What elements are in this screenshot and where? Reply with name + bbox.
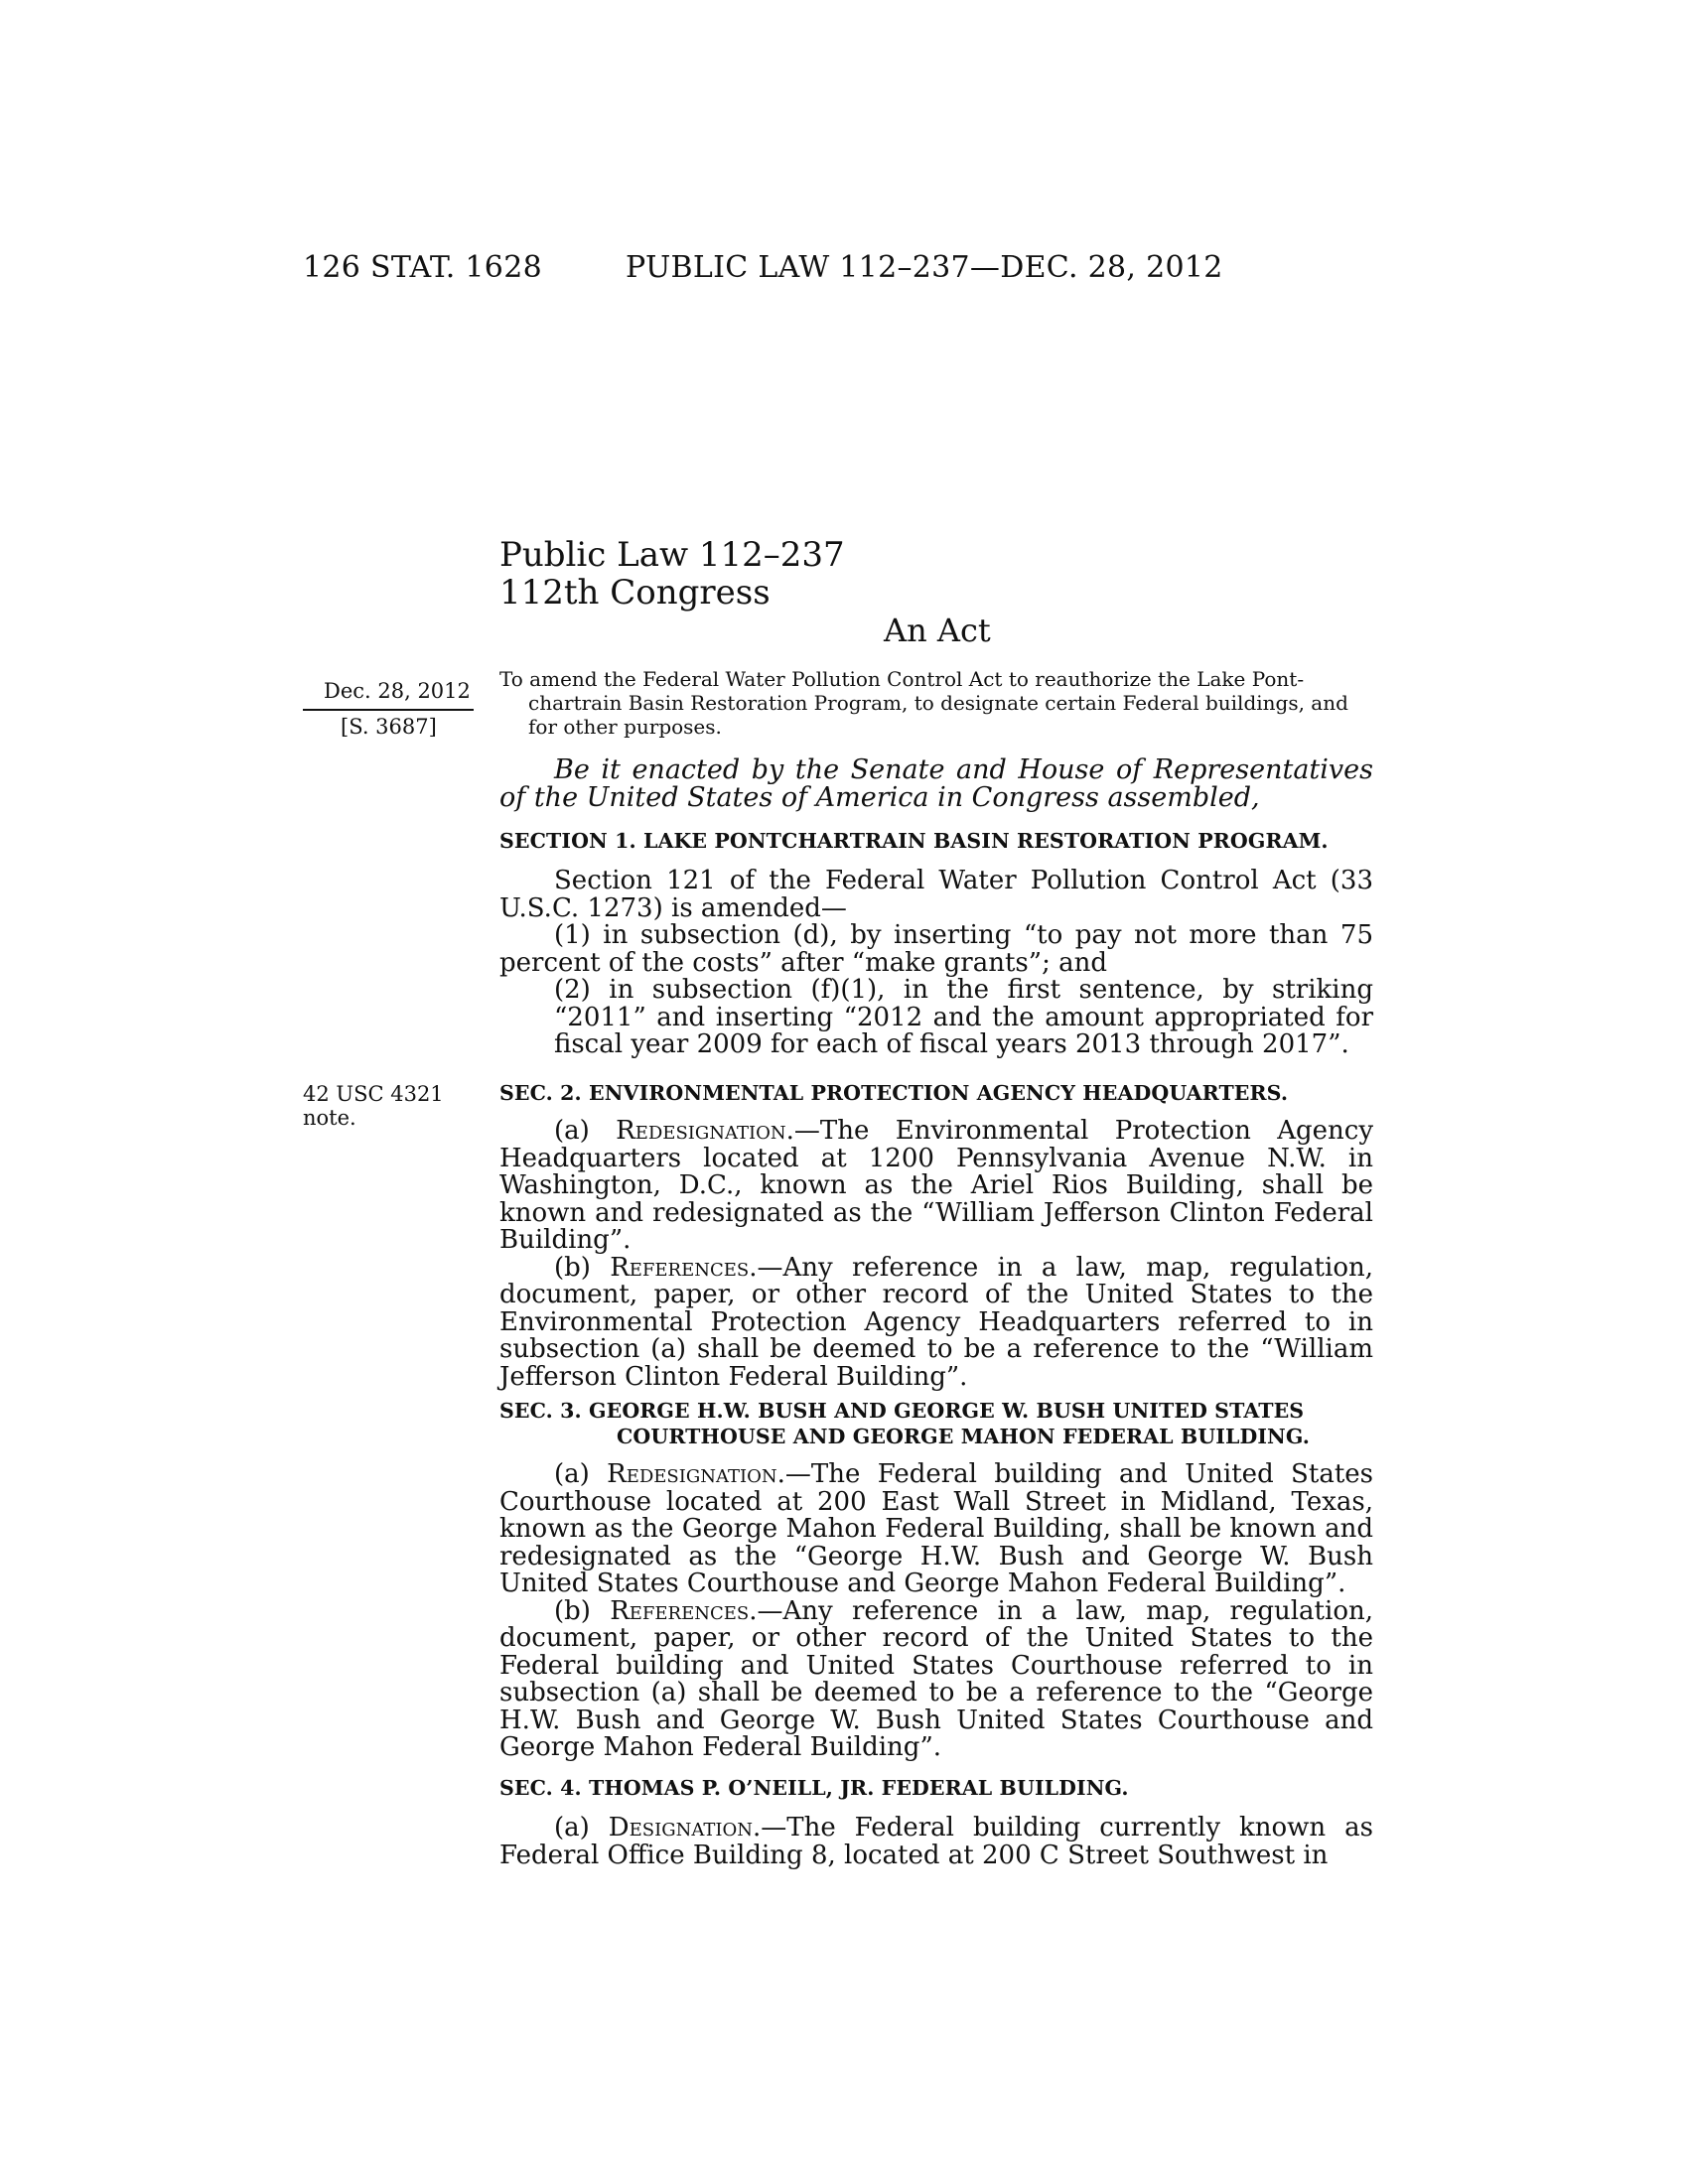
- section-4-heading: SEC. 4. THOMAS P. O’NEILL, JR. FEDERAL BUILDING.: [499, 1776, 1129, 1800]
- enacting-clause: Be it enacted by the Senate and House of Representatives of the United States of America in Congress assembled,: [499, 754, 1373, 813]
- long-title-line: chartrain Basin Restoration Program, to designate certain Federal buildings, and: [528, 691, 1348, 715]
- margin-usc-citation: 42 USC 4321: [303, 1082, 444, 1106]
- section-3-subsection-b: [499, 1595, 1373, 1762]
- subsection-caption: Redesignation: [607, 1459, 777, 1489]
- long-title: [499, 667, 1373, 739]
- section-4-subsection-a: [499, 1815, 1373, 1869]
- subsection-text: .—The Federal building and United States Courthouse located at 200 East Wall Street in Midland, Texas, known as the George Mahon Federal Building, shall be known and redesignated as the “George H.W. Bush and George W. Bush United States Courthouse and George Mahon Federal Building”.: [499, 1459, 1373, 1598]
- margin-divider: [303, 709, 474, 711]
- margin-usc-note: note.: [303, 1106, 356, 1130]
- subsection-caption: References: [610, 1595, 750, 1626]
- section-1-item-1: (1) in subsection (d), by inserting “to pay not more than 75 percent of the costs” after “make grants”; and: [499, 920, 1373, 978]
- section-1-item-2: (2) in subsection (f)(1), in the first sentence, by striking “2011” and inserting “2012 and the amount appropriated for fiscal year 2009 for each of fiscal years 2013 through 2017”.: [554, 975, 1373, 1059]
- section-3-heading: [499, 1398, 1373, 1449]
- subsection-label: (a): [554, 1813, 609, 1843]
- subsection-label: (b): [554, 1595, 611, 1626]
- congress-number: 112th Congress: [499, 573, 771, 613]
- subsection-caption: References: [610, 1252, 750, 1283]
- subsection-label: (b): [554, 1252, 611, 1283]
- subsection-text: .—The Federal building currently known as Federal Office Building 8, located at 200 C Street Southwest in: [499, 1813, 1373, 1870]
- section-2-subsection-b: [499, 1252, 1373, 1392]
- running-header-title: PUBLIC LAW 112–237—DEC. 28, 2012: [626, 250, 1223, 285]
- section-2-heading: SEC. 2. ENVIRONMENTAL PROTECTION AGENCY HEADQUARTERS.: [499, 1081, 1289, 1105]
- section-2-subsection-a: [499, 1118, 1373, 1255]
- subsection-text: .—Any reference in a law, map, regulation, document, paper, or other record of the United States to the Environmental Protection Agency Headquarters referred to in subsection (a) shall be deemed to be a reference to the “William Jefferson Clinton Federal Building”.: [499, 1252, 1373, 1392]
- subsection-caption: Redesignation: [616, 1116, 786, 1146]
- subsection-label: (a): [554, 1116, 617, 1146]
- section-1-intro: Section 121 of the Federal Water Pollution Control Act (33 U.S.C. 1273) is amended—: [499, 866, 1373, 923]
- subsection-caption: Designation: [608, 1813, 753, 1843]
- public-law-number: Public Law 112–237: [499, 535, 845, 575]
- section-1-heading: SECTION 1. LAKE PONTCHARTRAIN BASIN RESTORATION PROGRAM.: [499, 829, 1329, 853]
- page-stat-citation: 126 STAT. 1628: [303, 250, 542, 285]
- section-3-subsection-a: [499, 1461, 1373, 1598]
- margin-date: Dec. 28, 2012: [324, 679, 471, 703]
- an-act-heading: An Act: [884, 612, 991, 649]
- margin-bill-number: [S. 3687]: [341, 715, 437, 739]
- section-3-heading-line: SEC. 3. GEORGE H.W. BUSH AND GEORGE W. BUSH UNITED STATES: [499, 1399, 1305, 1423]
- long-title-line: for other purposes.: [528, 715, 722, 739]
- subsection-text: .—The Environmental Protection Agency Headquarters located at 1200 Pennsylvania Avenue N.W. in Washington, D.C., known as the Ariel Rios Building, shall be known and redesignated as the “William Jefferson Clinton Federal Building”.: [499, 1116, 1374, 1255]
- section-3-heading-line: COURTHOUSE AND GEORGE MAHON FEDERAL BUILDING.: [617, 1425, 1311, 1448]
- subsection-label: (a): [554, 1459, 608, 1489]
- subsection-text: .—Any reference in a law, map, regulation, document, paper, or other record of the United States to the Federal building and United States Courthouse referred to in subsection (a) shall be deemed to be a reference to the “George H.W. Bush and George W. Bush United States Courthouse and George Mahon Federal Building”.: [499, 1595, 1373, 1762]
- long-title-line: To amend the Federal Water Pollution Control Act to reauthorize the Lake Pont-: [499, 667, 1305, 691]
